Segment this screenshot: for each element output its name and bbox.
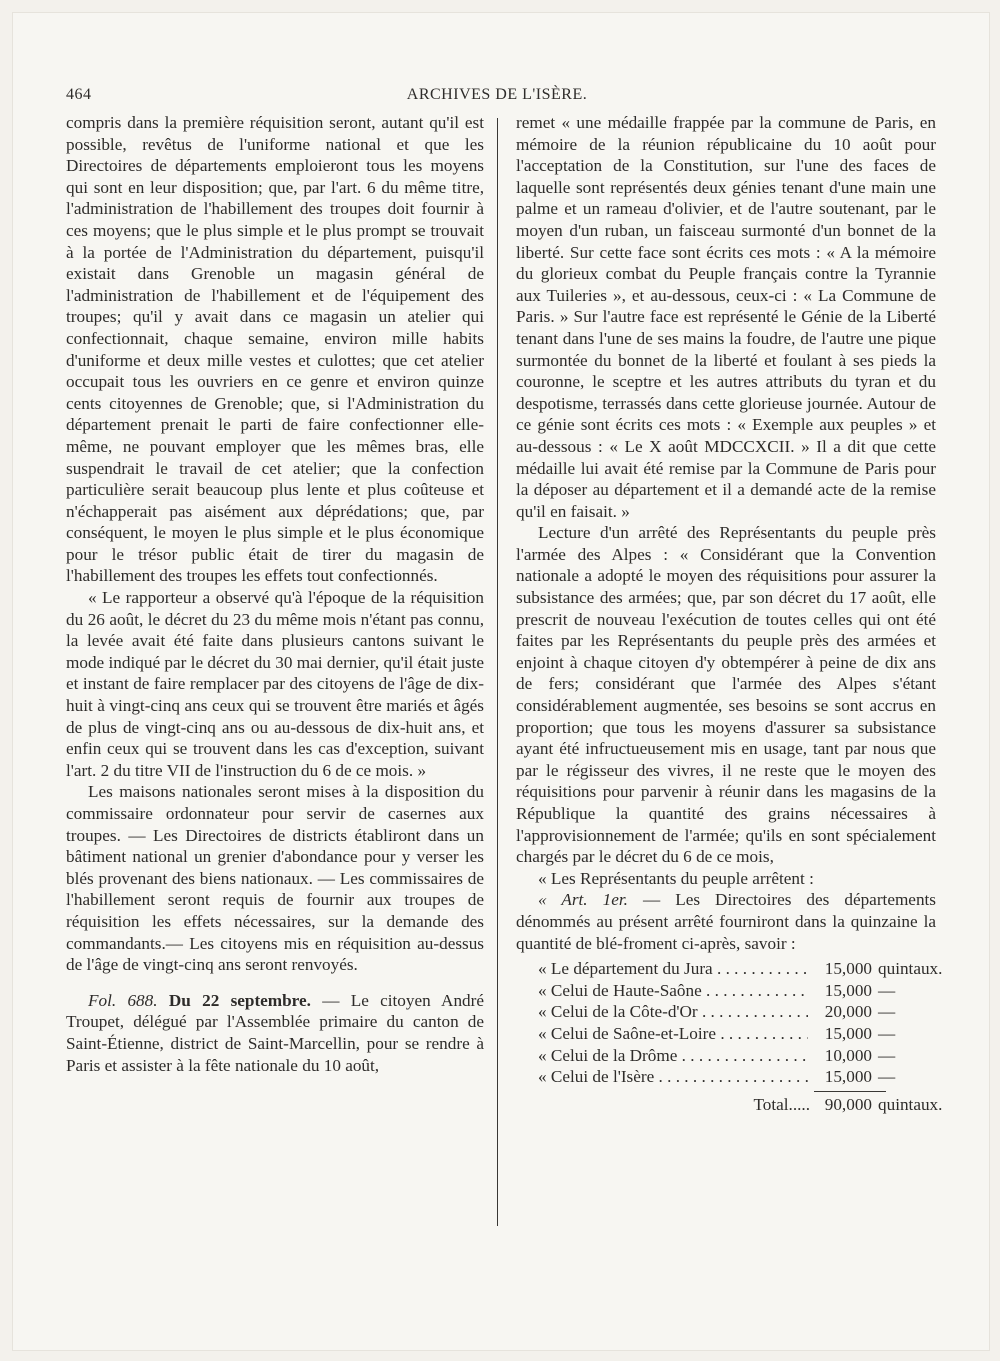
article-paragraph <box>516 889 936 954</box>
right-column <box>516 112 943 1118</box>
department-name: « Le département du Jura . . . <box>538 958 808 980</box>
allocation-row <box>516 1023 936 1045</box>
department-name: « Celui de la Drôme . . . <box>538 1045 808 1067</box>
allocation-row <box>516 1045 936 1067</box>
department-name: « Celui de Haute-Saône . . . <box>538 980 808 1002</box>
department-name: « Celui de la Côte-d'Or . . . <box>538 1001 808 1023</box>
total-unit: quintaux. <box>878 1094 943 1114</box>
left-column <box>66 112 484 1076</box>
unit: — <box>878 1002 896 1022</box>
allocation-row <box>516 980 936 1002</box>
paragraph: « Le rapporteur a observé qu'à l'époque de la réquisition du 26 août, le décret du 23 du même mois n'étant pas connu, la levée avait été faite dans plusieurs cantons suivant le mode indiqué par le décret du 30 mai dernier, qu'il était juste et instant de faire remplacer par des citoyens de l'âge de dix-huit à vingt-cinq ans ceux qui se trouvent être mariés et âgés de plus de vingt-cinq ans ou au-dessous de dix-huit ans, et enfin ceux qui se trouvent dans les cas d'exception, suivant l'art. 2 du titre VII de l'instruction du 6 de ce mois. » <box>66 588 484 780</box>
allocation-row <box>516 1001 936 1023</box>
paragraph: « Les Représentants du peuple arrêtent : <box>538 868 814 888</box>
running-title: ARCHIVES DE L'ISÈRE. <box>406 86 588 103</box>
page-header <box>62 86 932 110</box>
folio-reference: Fol. 688. <box>88 990 158 1010</box>
folio-entry <box>66 990 484 1076</box>
department-name: « Celui de l'Isère . . . <box>538 1066 808 1088</box>
article-text: — Les Directoires des départements dénommés au présent arrêté fourniront dans la quinzaine la quantité de blé-froment ci-après, savoir : <box>516 890 936 953</box>
paragraph: Lecture d'un arrêté des Représentants du peuple près l'armée des Alpes : « Considérant que la Convention nationale a adopté le moyen des réquisitions pour assurer la subsistance des armées; que, par son décret du 17 août, elle prescrit de nouveau l'exécution de toutes celles qui ont été faites par les Représentants du peuple près des armées et enjoint à chaque citoyen d'y obtempérer à peine de dix ans de fers; considérant que l'armée des Alpes s'étant considérablement augmentée, ses besoins se sont accrus en proportion; que tous les moyens d'assurer sa subsistance ayant été infructueusement mis en usage, tant par nous que par le régisseur des vivres, il ne reste que le moyen des réquisitions pour parvenir à réunir dans les magasins de la République la quantité des grains nécessaires à l'approvisionnement de l'armée; qu'ils en sont spécialement chargés par le décret du 6 de ce mois, <box>516 523 936 867</box>
paragraph: Les maisons nationales seront mises à la disposition du commissaire ordonnateur pour servir de casernes aux troupes. — Les Directoires de districts établiront dans un bâtiment national un grenier d'abondance pour y verser les blés provenant des biens nationaux. — Les commissaires de l'habillement seront requis de fournir aux troupes de réquisition les effets nécessaires, sur la demande des commandants.— Les citoyens mis en réquisition au-dessus de l'âge de vingt-cinq ans seront renvoyés. <box>66 782 484 975</box>
department-name: « Celui de Saône-et-Loire . . . <box>538 1023 808 1045</box>
quantity: 15,000 <box>824 959 872 979</box>
quantity: 15,000 <box>824 1067 872 1087</box>
column-divider <box>497 118 498 1226</box>
quantity: 15,000 <box>824 980 872 1000</box>
total-label: Total..... <box>753 1094 810 1114</box>
article-number: « Art. 1er. <box>538 890 628 910</box>
quantity: 10,000 <box>824 1045 872 1065</box>
unit: — <box>878 980 896 1000</box>
paragraph: remet « une médaille frappée par la commune de Paris, en mémoire de la réunion républicaine du 10 août pour l'acceptation de la Constitution, sur l'une des faces de laquelle sont représentés deux génies tenant d'une main une palme et un rameau d'olivier, et de l'autre soutenant, par le moyen d'un ruban, un faisceau surmonté d'un bonnet de la liberté. Sur cette face sont écrits ces mots : « A la mémoire du glorieux combat du Peuple français contre la Tyrannie aux Tuileries », et au-dessous, ceux-ci : « La Commune de Paris. » Sur l'autre face est représenté le Génie de la Liberté tenant dans l'une de ses mains la foudre, de l'autre une pique surmontée du bonnet de la liberté et foulant à ses pieds la couronne, le sceptre et les autres attributs du tyran et du despotisme, terrassés dans cette glorieuse journée. Autour de ce génie sont écrits ces mots : « Exemple aux peuples » et au-dessous : « Le X août MDCCXCII. » Il a dit que cette médaille lui avait été remise par la Commune de Paris pour la déposer au département et il a demandé acte de la remise qu'il en faisait. » <box>516 113 936 521</box>
paragraph: compris dans la première réquisition seront, autant qu'il est possible, revêtus de l'uniforme national et que les Directoires de départements emploieront tous les moyens qui sont en leur disposition; que, par l'art. 6 du même titre, l'administration de l'habillement des troupes doit fournir à ces moyens; que le plus simple et le plus prompt se trouvait à la portée de l'Administration du département, puisqu'il existait dans Grenoble un magasin général de l'administration de l'habillement et de l'équipement des troupes; qu'il y avait dans ce magasin un atelier qui confectionnait, chaque semaine, environ mille habits d'uniforme et deux mille vestes et culottes; que cet atelier occupait tous les ouvriers en ce genre et environ quinze cents citoyennes de Grenoble; que, si l'Administration du département prenait le parti de faire confectionner elle-même, ne pouvant employer que les mêmes bras, elle suspendrait le travail de cet atelier; que la confection particulière serait beaucoup plus lente et plus coûteuse et n'échapperait pas aisément aux déprédations; que, par conséquent, le moyen le plus simple et le plus économique pour le trésor public était de tirer du magasin de l'habillement des troupes les effets tout confectionnés. <box>66 113 484 586</box>
unit: — <box>878 1067 896 1087</box>
quantity: 20,000 <box>824 1002 872 1022</box>
unit: — <box>878 1045 896 1065</box>
allocation-row <box>516 1066 936 1088</box>
unit: — <box>878 1023 896 1043</box>
total-quantity: 90,000 <box>824 1094 872 1114</box>
allocation-row <box>516 958 943 980</box>
quantity: 15,000 <box>824 1023 872 1043</box>
page-number: 464 <box>66 86 92 103</box>
entry-text: — Le citoyen André Troupet, délégué par l'Assemblée primaire du canton de Saint-Étienne, district de Saint-Marcellin, pour se rendre à Paris et assister à la fête nationale du 10 août, <box>66 990 485 1075</box>
unit: quintaux. <box>878 959 943 979</box>
allocation-list <box>516 958 943 1118</box>
entry-date: Du 22 septembre. <box>168 990 311 1010</box>
total-row <box>516 1094 943 1118</box>
